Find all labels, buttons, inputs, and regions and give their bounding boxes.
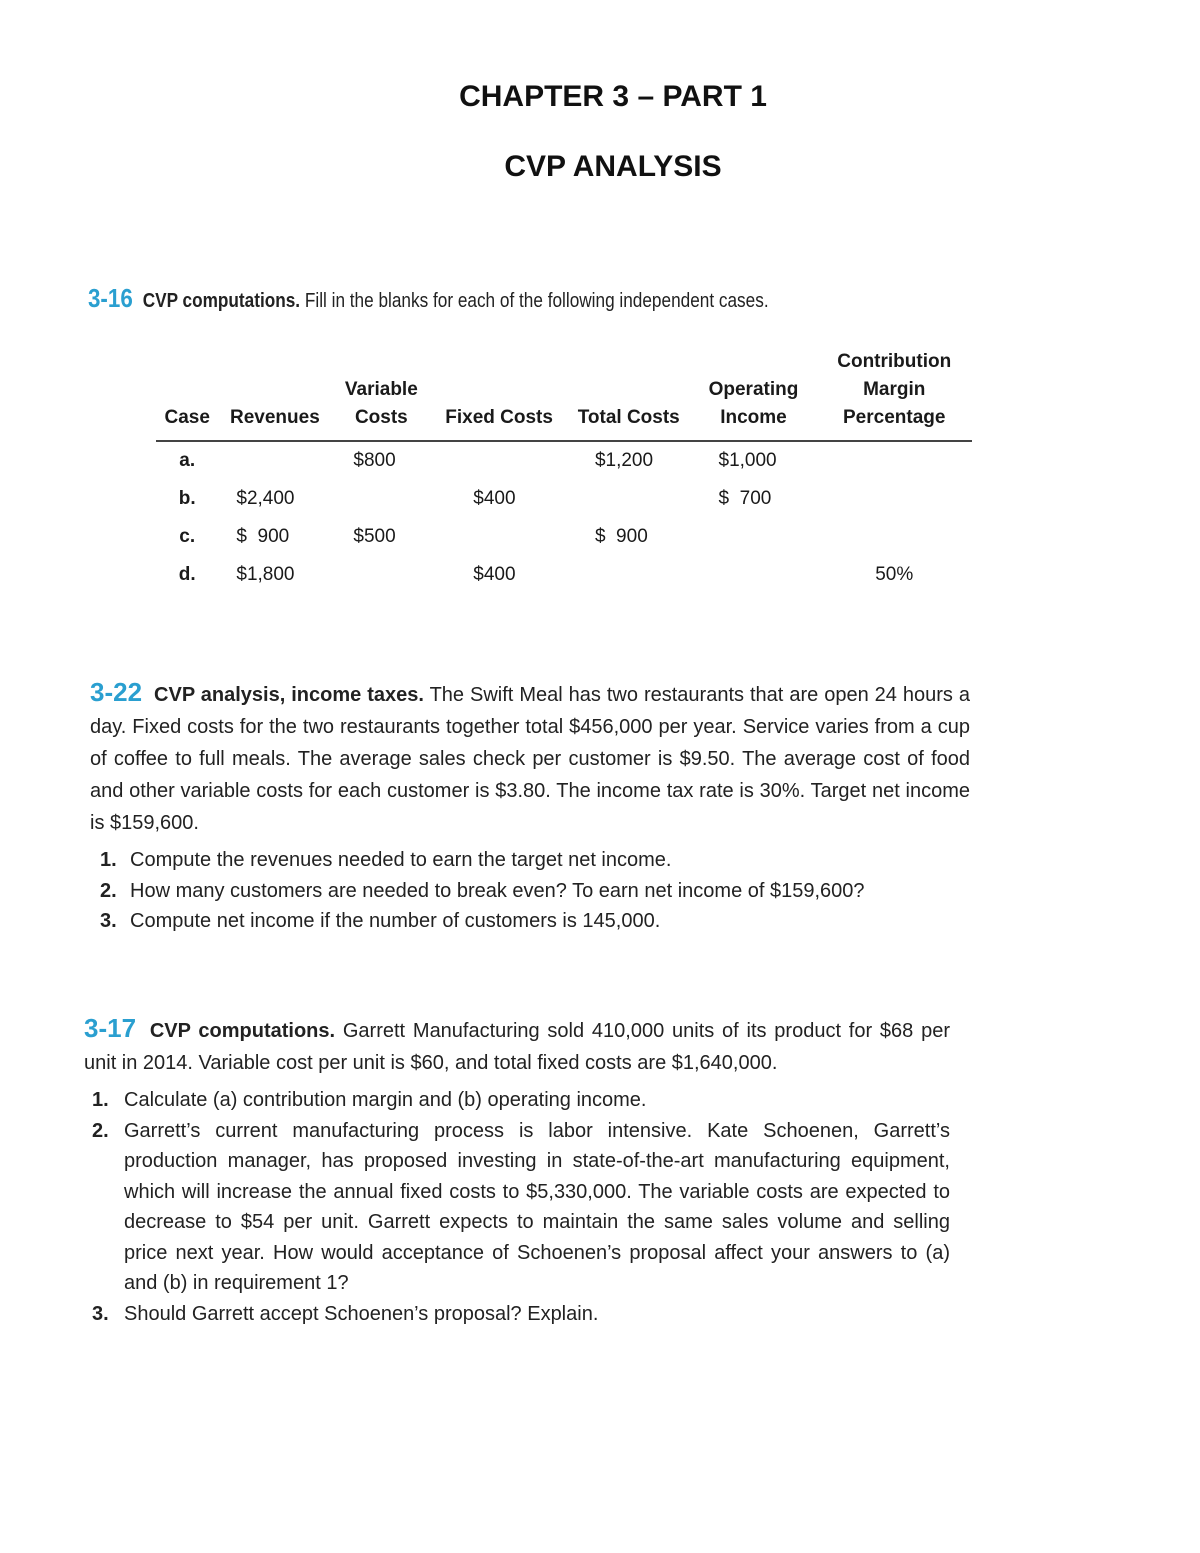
table-cell: $400: [473, 488, 516, 509]
table-cell: 50%: [875, 564, 914, 585]
requirements-list: [84, 1085, 950, 1329]
table-cell: [691, 556, 817, 594]
table-cell: [691, 518, 817, 556]
table-cell: $800: [353, 450, 396, 471]
problem-3-17: [84, 1012, 950, 1329]
problem-text: Fill in the blanks for each of the following independent cases.: [304, 290, 769, 312]
problem-3-22: [90, 676, 970, 937]
table-row: [156, 441, 972, 480]
page-title: CHAPTER 3 – PART 1: [459, 80, 767, 113]
problem-number: 3-17: [84, 1013, 137, 1043]
table-cell: [816, 480, 972, 518]
table-cell: d.: [178, 564, 196, 585]
table-header-row: [156, 344, 972, 441]
list-item: [84, 1085, 950, 1116]
problem-title: CVP computations.: [149, 1020, 336, 1042]
item-number: 3.: [100, 910, 117, 932]
problem-text: Garrett Manufacturing sold 410,000 units of its product for $68 per unit in 2014. Variable cost per unit is $60, and total fixed costs are $1,640,000.: [84, 1020, 950, 1074]
table-cell: [431, 518, 567, 556]
table-cell: c.: [179, 526, 196, 547]
table-cell: [331, 480, 431, 518]
table-cell: $ 900: [594, 526, 648, 547]
item-text: Compute the revenues needed to earn the target net income.: [130, 849, 672, 871]
table-cell: [567, 556, 691, 594]
list-item: [90, 906, 970, 937]
item-number: 2.: [92, 1119, 109, 1142]
problem-statement: [88, 282, 948, 317]
table-cell: a.: [179, 450, 196, 471]
col-header-revenues: Revenues: [218, 344, 331, 441]
problem-number: 3-16: [88, 283, 133, 313]
cvp-cases-table: [156, 344, 972, 594]
table-cell: $1,200: [594, 450, 654, 471]
col-header-operating-income: Operating Income: [691, 344, 817, 441]
item-text: How many customers are needed to break even? To earn net income of $159,600?: [130, 879, 865, 902]
problem-3-16: [88, 282, 1088, 317]
table-cell: [816, 518, 972, 556]
table-cell: b.: [178, 488, 196, 509]
col-header-fixed-costs: Fixed Costs: [431, 344, 567, 441]
item-text: Calculate (a) contribution margin and (b) operating income.: [124, 1089, 647, 1111]
problem-text: The Swift Meal has two restaurants that are open 24 hours a day. Fixed costs for the two restaurants together total $456,000 per year. Service varies from a cup of coffee to full meals. The average sales check per customer is $9.50. The average cost of food and other variable costs for each customer is $3.80. The income tax rate is 30%. Target net income is $159,600.: [90, 684, 971, 834]
item-number: 1.: [100, 849, 117, 871]
table-cell: [567, 480, 691, 518]
item-text: Should Garrett accept Schoenen’s proposal? Explain.: [124, 1302, 599, 1325]
item-number: 3.: [92, 1302, 109, 1325]
table-cell: $400: [473, 564, 516, 585]
item-number: 1.: [92, 1089, 109, 1111]
problem-title: CVP computations.: [142, 290, 301, 312]
problem-statement: [84, 1012, 950, 1079]
table-cell: [218, 441, 331, 480]
list-item: [84, 1116, 950, 1299]
col-header-cm-percentage: Contribution Margin Percentage: [816, 344, 972, 441]
table-row: [156, 480, 972, 518]
table-cell: $500: [353, 526, 396, 547]
problem-statement: [90, 676, 970, 839]
table-cell: $2,400: [236, 488, 295, 509]
table-cell: $1,000: [718, 450, 777, 471]
table-cell: [816, 441, 972, 480]
table-cell: [331, 556, 431, 594]
col-header-total-costs: Total Costs: [567, 344, 691, 441]
table-row: [156, 518, 972, 556]
item-number: 2.: [100, 879, 117, 902]
page-subtitle: CVP ANALYSIS: [504, 150, 722, 183]
list-item: [90, 845, 970, 876]
table-cell: $ 900: [236, 526, 290, 547]
table-cell: $1,800: [236, 564, 295, 585]
table-cell: $ 700: [718, 488, 772, 509]
requirements-list: [90, 845, 970, 937]
item-text: Garrett’s current manufacturing process is labor intensive. Kate Schoenen, Garrett’s production manager, has proposed investing in state-of-the-art manufacturing equipment, which will increase the annual fixed costs to $5,330,000. The variable costs are expected to decrease to $54 per unit. Garrett expects to maintain the same sales volume and selling price next year. How would acceptance of Schoenen’s proposal affect your answers to (a) and (b) in requirement 1?: [124, 1119, 950, 1294]
problem-number: 3-22: [90, 677, 143, 707]
list-item: [90, 876, 970, 907]
col-header-case: Case: [156, 344, 218, 441]
col-header-variable-costs: Variable Costs: [331, 344, 431, 441]
item-text: Compute net income if the number of customers is 145,000.: [130, 910, 661, 932]
problem-title: CVP analysis, income taxes.: [154, 684, 424, 706]
table-row: [156, 556, 972, 594]
list-item: [84, 1299, 950, 1330]
table-cell: [431, 441, 567, 480]
